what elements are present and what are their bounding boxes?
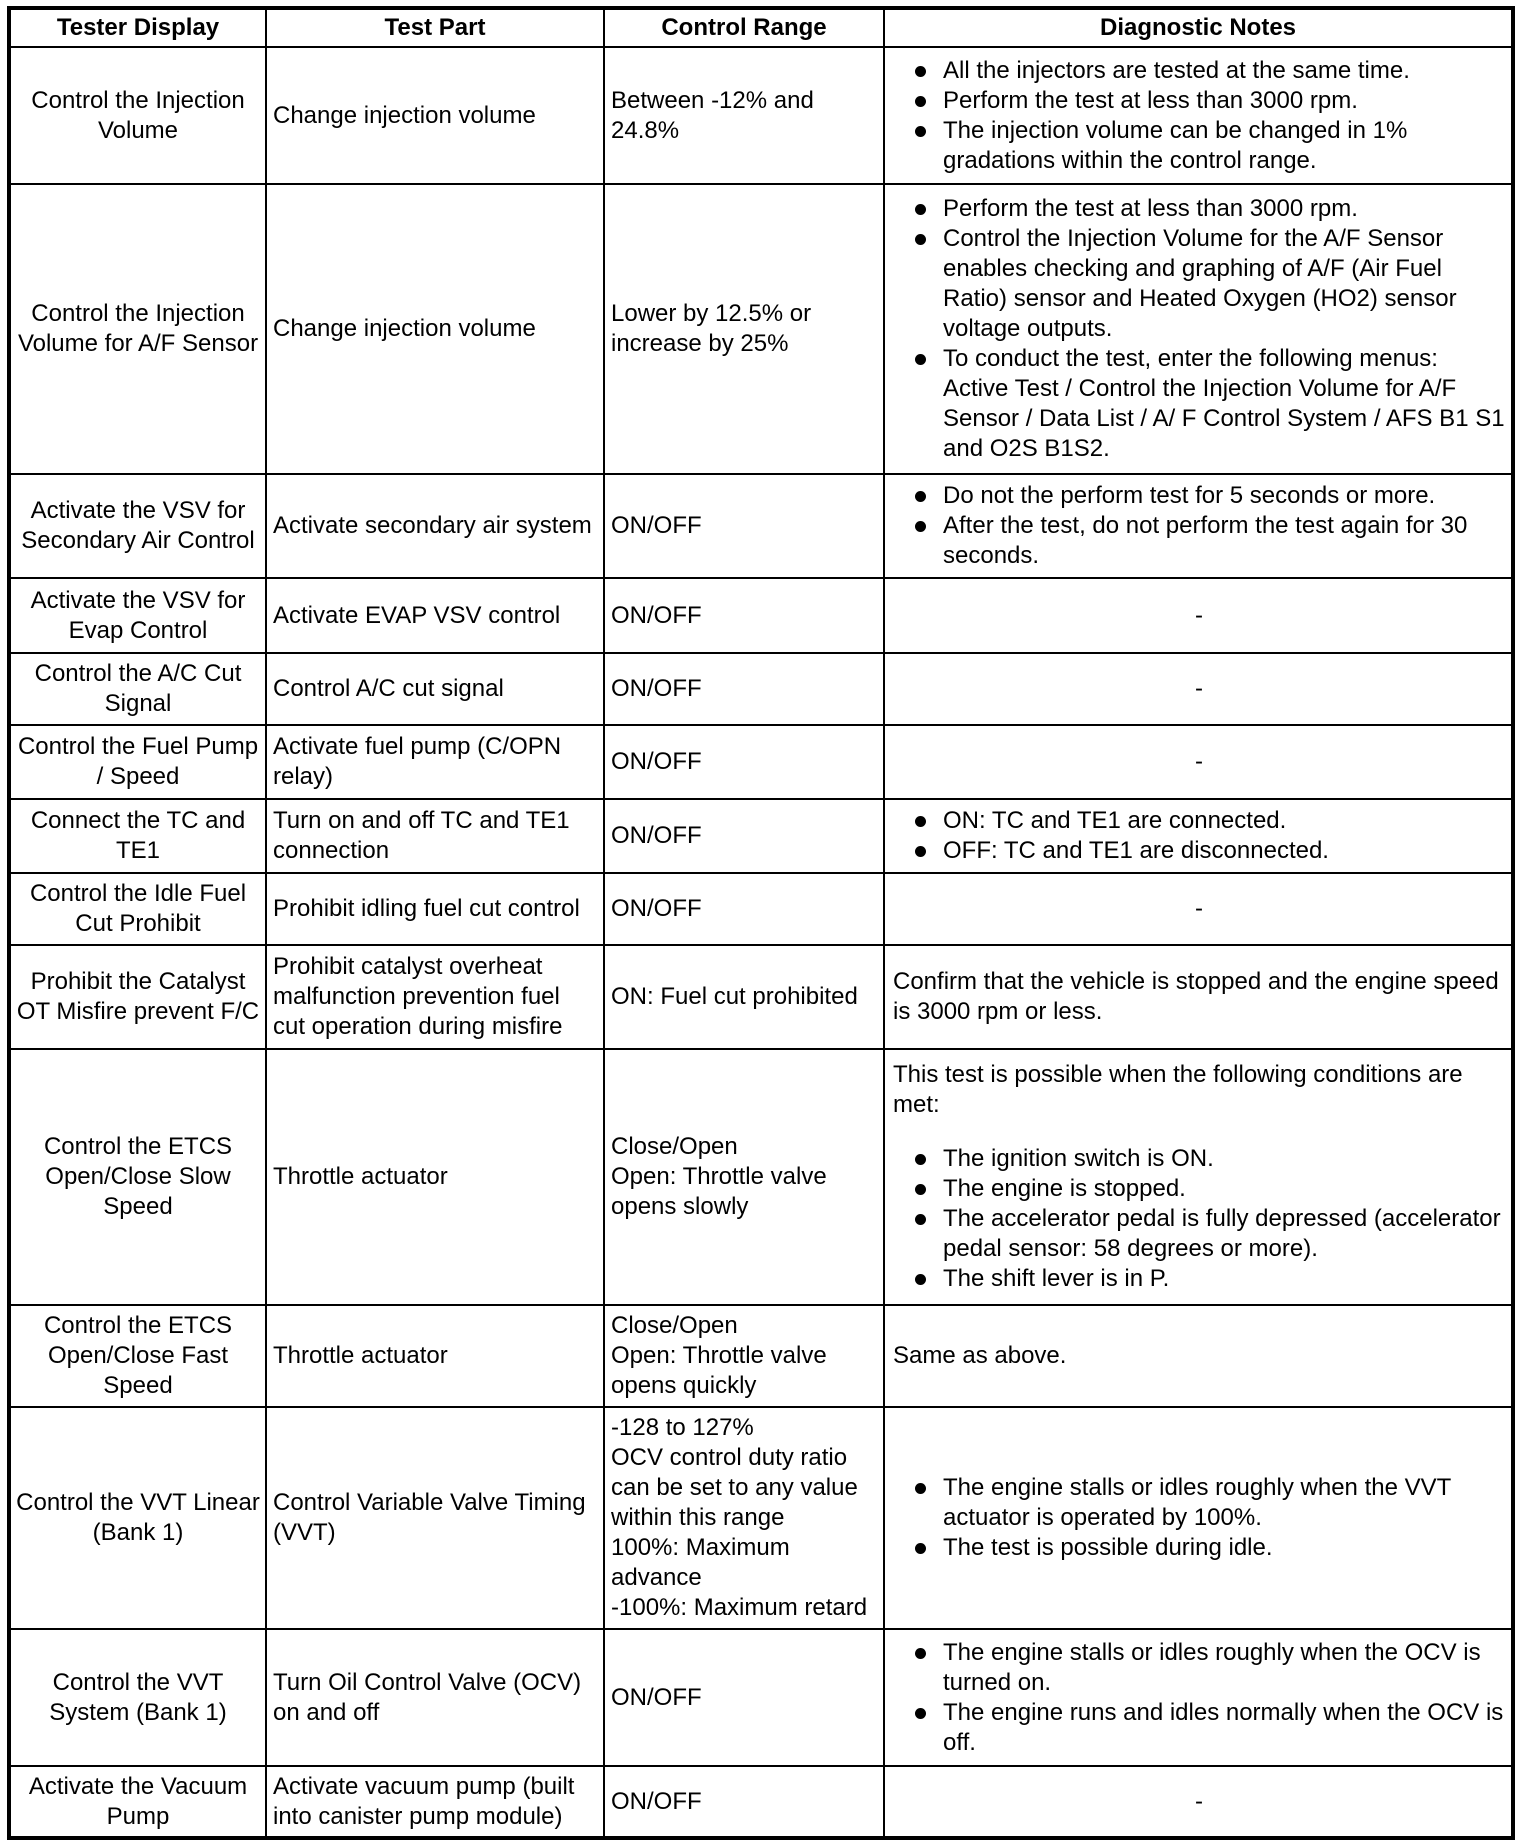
test-part-cell: Change injection volume <box>266 184 604 474</box>
diagnostic-notes-cell <box>884 1407 1513 1629</box>
diagnostic-notes-cell <box>884 184 1513 474</box>
table-row <box>9 653 1513 725</box>
diagnostic-notes-cell <box>884 474 1513 578</box>
notes-list <box>893 1473 1505 1563</box>
diagnostic-notes-cell: - <box>884 578 1513 653</box>
header-diagnostic-notes: Diagnostic Notes <box>884 8 1513 47</box>
notes-intro: This test is possible when the following conditions are met: <box>893 1061 1463 1118</box>
control-range-cell <box>604 1305 884 1407</box>
test-part-cell: Activate secondary air system <box>266 474 604 578</box>
table-row <box>9 184 1513 474</box>
test-part-cell: Turn on and off TC and TE1 connection <box>266 799 604 873</box>
table-row <box>9 1407 1513 1629</box>
tester-display-cell: Control the VVT System (Bank 1) <box>9 1629 266 1766</box>
note-item: The engine stalls or idles roughly when the VVT actuator is operated by 100%. <box>893 1473 1505 1533</box>
note-item: The engine is stopped. <box>893 1174 1505 1204</box>
active-test-document <box>7 6 1511 1838</box>
tester-display-cell: Activate the Vacuum Pump <box>9 1766 266 1838</box>
header-row <box>9 8 1513 47</box>
range-line: -128 to 127% <box>611 1414 754 1441</box>
note-item: The engine stalls or idles roughly when the OCV is turned on. <box>893 1638 1505 1698</box>
active-test-table <box>7 6 1515 1840</box>
note-item: Do not the perform test for 5 seconds or more. <box>893 481 1505 511</box>
control-range-cell: Between -12% and 24.8% <box>604 47 884 184</box>
table-row <box>9 799 1513 873</box>
test-part-cell: Turn Oil Control Valve (OCV) on and off <box>266 1629 604 1766</box>
range-line: 100%: Maximum advance <box>611 1534 790 1591</box>
test-part-cell: Activate vacuum pump (built into canister pump module) <box>266 1766 604 1838</box>
notes-list <box>893 1144 1505 1294</box>
control-range-cell: ON/OFF <box>604 725 884 799</box>
control-range-cell <box>604 1049 884 1305</box>
table-row <box>9 47 1513 184</box>
tester-display-cell: Control the Injection Volume for A/F Sensor <box>9 184 266 474</box>
range-line: Close/Open <box>611 1312 738 1339</box>
note-item: The injection volume can be changed in 1% gradations within the control range. <box>893 116 1505 176</box>
note-item: The accelerator pedal is fully depressed (accelerator pedal sensor: 58 degrees or more). <box>893 1204 1505 1264</box>
test-part-cell: Throttle actuator <box>266 1305 604 1407</box>
diagnostic-notes-cell: - <box>884 725 1513 799</box>
range-line: Close/Open <box>611 1133 738 1160</box>
diagnostic-notes-cell: - <box>884 1766 1513 1838</box>
table-row <box>9 1629 1513 1766</box>
notes-list <box>893 194 1505 464</box>
diagnostic-notes-cell: Same as above. <box>884 1305 1513 1407</box>
notes-list <box>893 806 1505 866</box>
control-range-cell: ON: Fuel cut prohibited <box>604 945 884 1049</box>
diagnostic-notes-cell <box>884 1629 1513 1766</box>
note-item: After the test, do not perform the test again for 30 seconds. <box>893 511 1505 571</box>
diagnostic-notes-cell <box>884 47 1513 184</box>
control-range-cell: ON/OFF <box>604 873 884 945</box>
control-range-cell: ON/OFF <box>604 578 884 653</box>
note-item: Control the Injection Volume for the A/F Sensor enables checking and graphing of A/F (Air Fuel Ratio) sensor and Heated Oxygen (HO2) sensor voltage outputs. <box>893 224 1505 344</box>
control-range-cell: ON/OFF <box>604 799 884 873</box>
note-item: The shift lever is in P. <box>893 1264 1505 1294</box>
note-item: All the injectors are tested at the same time. <box>893 56 1505 86</box>
tester-display-cell: Activate the VSV for Evap Control <box>9 578 266 653</box>
note-item: ON: TC and TE1 are connected. <box>893 806 1505 836</box>
test-part-cell: Prohibit idling fuel cut control <box>266 873 604 945</box>
range-line: OCV control duty ratio can be set to any value within this range <box>611 1444 858 1531</box>
control-range-cell: ON/OFF <box>604 474 884 578</box>
table-row <box>9 474 1513 578</box>
header-tester-display: Tester Display <box>9 8 266 47</box>
diagnostic-notes-cell: - <box>884 873 1513 945</box>
diagnostic-notes-cell: Confirm that the vehicle is stopped and the engine speed is 3000 rpm or less. <box>884 945 1513 1049</box>
range-line: Open: Throttle valve opens slowly <box>611 1163 827 1220</box>
note-item: The test is possible during idle. <box>893 1533 1505 1563</box>
note-item: OFF: TC and TE1 are disconnected. <box>893 836 1505 866</box>
control-range-cell: ON/OFF <box>604 653 884 725</box>
tester-display-cell: Control the ETCS Open/Close Slow Speed <box>9 1049 266 1305</box>
table-row <box>9 578 1513 653</box>
notes-list <box>893 56 1505 176</box>
range-line: Open: Throttle valve opens quickly <box>611 1342 827 1399</box>
diagnostic-notes-cell: - <box>884 653 1513 725</box>
table-row <box>9 1049 1513 1305</box>
header-control-range: Control Range <box>604 8 884 47</box>
tester-display-cell: Control the VVT Linear (Bank 1) <box>9 1407 266 1629</box>
tester-display-cell: Control the Fuel Pump / Speed <box>9 725 266 799</box>
control-range-cell: ON/OFF <box>604 1629 884 1766</box>
tester-display-cell: Prohibit the Catalyst OT Misfire prevent F/C <box>9 945 266 1049</box>
control-range-cell <box>604 1407 884 1629</box>
test-part-cell: Throttle actuator <box>266 1049 604 1305</box>
diagnostic-notes-cell <box>884 1049 1513 1305</box>
test-part-cell: Control A/C cut signal <box>266 653 604 725</box>
test-part-cell: Change injection volume <box>266 47 604 184</box>
diagnostic-notes-cell <box>884 799 1513 873</box>
tester-display-cell: Control the Idle Fuel Cut Prohibit <box>9 873 266 945</box>
range-line: -100%: Maximum retard <box>611 1594 868 1621</box>
test-part-cell: Control Variable Valve Timing (VVT) <box>266 1407 604 1629</box>
table-row <box>9 725 1513 799</box>
note-item: The ignition switch is ON. <box>893 1144 1505 1174</box>
control-range-cell: ON/OFF <box>604 1766 884 1838</box>
note-item: Perform the test at less than 3000 rpm. <box>893 86 1505 116</box>
control-range-cell: Lower by 12.5% or increase by 25% <box>604 184 884 474</box>
test-part-cell: Prohibit catalyst overheat malfunction prevention fuel cut operation during misfire <box>266 945 604 1049</box>
table-row <box>9 873 1513 945</box>
note-item: Perform the test at less than 3000 rpm. <box>893 194 1505 224</box>
test-part-cell: Activate EVAP VSV control <box>266 578 604 653</box>
table-row <box>9 1766 1513 1838</box>
table-row <box>9 1305 1513 1407</box>
header-test-part: Test Part <box>266 8 604 47</box>
spacer <box>893 1120 1505 1144</box>
table-row <box>9 945 1513 1049</box>
note-item: To conduct the test, enter the following menus: Active Test / Control the Injection Volume for A/F Sensor / Data List / A/ F Control System / AFS B1 S1 and O2S B1S2. <box>893 344 1505 464</box>
test-part-cell: Activate fuel pump (C/OPN relay) <box>266 725 604 799</box>
note-item: The engine runs and idles normally when the OCV is off. <box>893 1698 1505 1758</box>
tester-display-cell: Connect the TC and TE1 <box>9 799 266 873</box>
tester-display-cell: Activate the VSV for Secondary Air Control <box>9 474 266 578</box>
tester-display-cell: Control the A/C Cut Signal <box>9 653 266 725</box>
notes-list <box>893 1638 1505 1758</box>
tester-display-cell: Control the ETCS Open/Close Fast Speed <box>9 1305 266 1407</box>
tester-display-cell: Control the Injection Volume <box>9 47 266 184</box>
notes-list <box>893 481 1505 571</box>
